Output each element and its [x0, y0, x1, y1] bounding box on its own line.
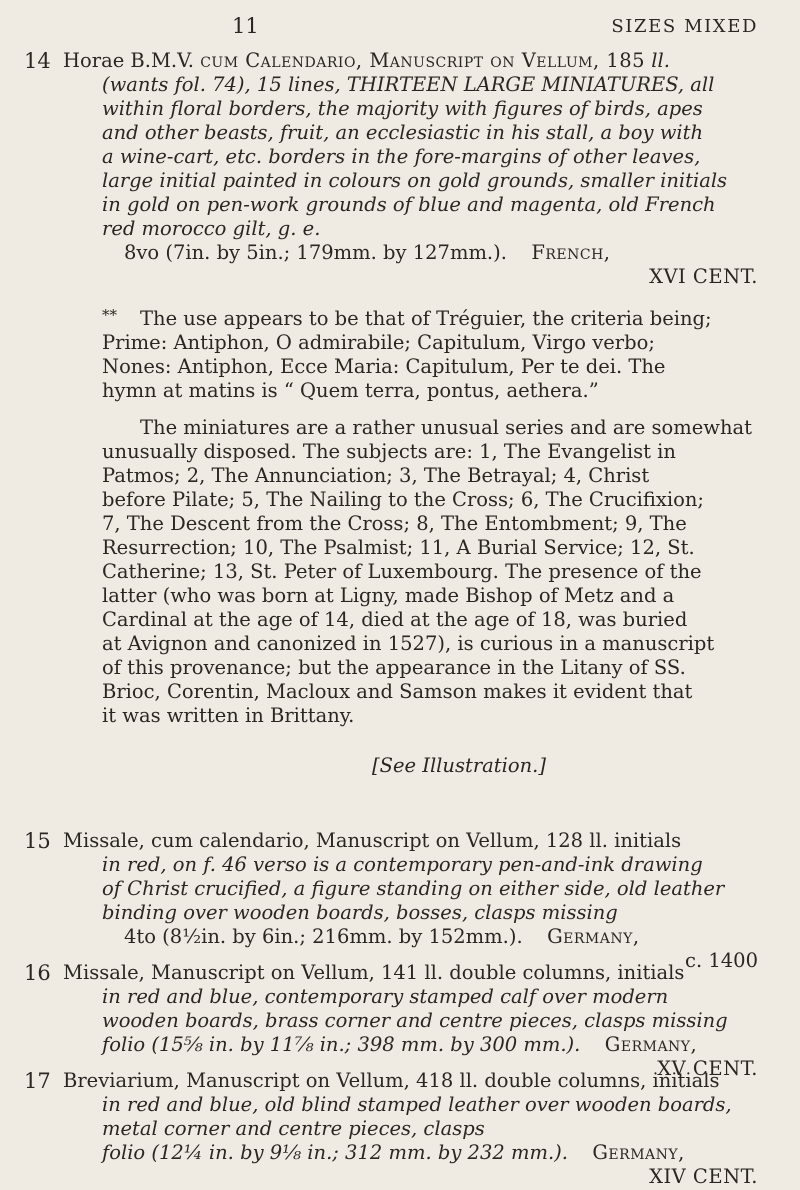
date: XIV CENT. — [649, 1165, 758, 1188]
description-line: in gold on pen-work grounds of blue and magenta, old French — [102, 193, 716, 216]
size-line: 4to (8½in. by 6in.; 216mm. by 152mm.). Germany, — [124, 925, 640, 948]
origin: Germany, — [604, 1033, 698, 1056]
entry-description-head: cum Calendario, Manuscript on Vellum, 185 — [200, 49, 646, 72]
description-line: wooden boards, brass corner and centre pieces, clasps missing — [102, 1009, 728, 1032]
paragraph-line: unusually disposed. The subjects are: 1, The Evangelist in — [102, 440, 676, 463]
entry-heading: Missale, Manuscript on Vellum, 141 ll. double columns, initials — [63, 961, 685, 984]
paragraph-line: The miniatures are a rather unusual series and are somewhat — [140, 416, 753, 439]
see-illustration-ref: [See Illustration.] — [372, 754, 546, 777]
description-line: within floral borders, the majority with figures of birds, apes — [102, 97, 703, 120]
description-line: (wants fol. 74), 15 lines, THIRTEEN LARGE MINIATURES, all — [102, 73, 715, 96]
page-number: 11 — [232, 14, 259, 38]
note-line: The use appears to be that of Tréguier, the criteria being; — [140, 307, 712, 330]
origin: Germany, — [547, 925, 640, 948]
paragraph-line: Brioc, Corentin, Macloux and Samson makes it evident that — [102, 680, 693, 703]
paragraph-line: Resurrection; 10, The Psalmist; 11, A Burial Service; 12, St. — [102, 536, 695, 559]
paragraph-line: before Pilate; 5, The Nailing to the Cross; 6, The Crucifixion; — [102, 488, 704, 511]
date: XV CENT. — [657, 1057, 758, 1080]
note-line: hymn at matins is “ Quem terra, pontus, aethera.” — [102, 379, 599, 402]
paragraph-line: it was written in Brittany. — [102, 704, 355, 727]
entry-number: 15 — [24, 829, 51, 853]
paragraph-line: Cardinal at the age of 14, died at the age of 18, was buried — [102, 608, 688, 631]
leaves-abbrev: ll. — [651, 49, 670, 72]
size-line: folio (12¼ in. by 9⅛ in.; 312 mm. by 232 mm.). Germany, — [102, 1141, 685, 1164]
entry-heading: Breviarium, Manuscript on Vellum, 418 ll. double columns, initials — [63, 1069, 720, 1092]
entry-number: 17 — [24, 1069, 51, 1093]
description-line: metal corner and centre pieces, clasps — [102, 1117, 485, 1140]
description-line: in red and blue, contemporary stamped calf over modern — [102, 985, 669, 1008]
size-line: folio (15⅝ in. by 11⅞ in.; 398 mm. by 300 mm.). Germany, — [102, 1033, 698, 1056]
paragraph-line: at Avignon and canonized in 1527), is curious in a manuscript — [102, 632, 715, 655]
paragraph-line: Patmos; 2, The Annunciation; 3, The Betrayal; 4, Christ — [102, 464, 650, 487]
section-title: SIZES MIXED — [611, 16, 758, 37]
entry-number: 16 — [24, 961, 51, 985]
origin: Germany, — [592, 1141, 685, 1164]
paragraph-line: 7, The Descent from the Cross; 8, The Entombment; 9, The — [102, 512, 687, 535]
description-line: and other beasts, fruit, an ecclesiastic in his stall, a boy with — [102, 121, 704, 144]
origin: French, — [531, 241, 611, 264]
description-line: of Christ crucified, a figure standing on either side, old leather — [102, 877, 725, 900]
paragraph-line: latter (who was born at Ligny, made Bishop of Metz and a — [102, 584, 675, 607]
paragraph-line: Catherine; 13, St. Peter of Luxembourg. The presence of the — [102, 560, 702, 583]
description-line: a wine-cart, etc. borders in the fore-margins of other leaves, — [102, 145, 701, 168]
description-line: large initial painted in colours on gold grounds, smaller initials — [102, 169, 728, 192]
description-line: binding over wooden boards, bosses, clasps missing — [102, 901, 618, 924]
description-line: in red and blue, old blind stamped leather over wooden boards, — [102, 1093, 732, 1116]
description-line: red morocco gilt, g. e. — [102, 217, 321, 240]
date: c. 1400 — [685, 949, 758, 972]
entry-number: 14 — [24, 49, 51, 73]
paragraph-line: of this provenance; but the appearance in the Litany of SS. — [102, 656, 686, 679]
entry-heading — [63, 48, 670, 74]
note-line: Prime: Antiphon, O admirabile; Capitulum, Virgo verbo; — [102, 331, 655, 354]
entry-title: Horae B.M.V. — [63, 49, 194, 72]
size-line: 8vo (7in. by 5in.; 179mm. by 127mm.). French, — [124, 241, 611, 264]
date: XVI CENT. — [649, 265, 758, 288]
entry-heading: Missale, cum calendario, Manuscript on Vellum, 128 ll. initials — [63, 829, 682, 852]
asterism-icon: ** — [102, 306, 117, 324]
description-line: in red, on f. 46 verso is a contemporary pen-and-ink drawing — [102, 853, 703, 876]
note-line: Nones: Antiphon, Ecce Maria: Capitulum, Per te dei. The — [102, 355, 666, 378]
